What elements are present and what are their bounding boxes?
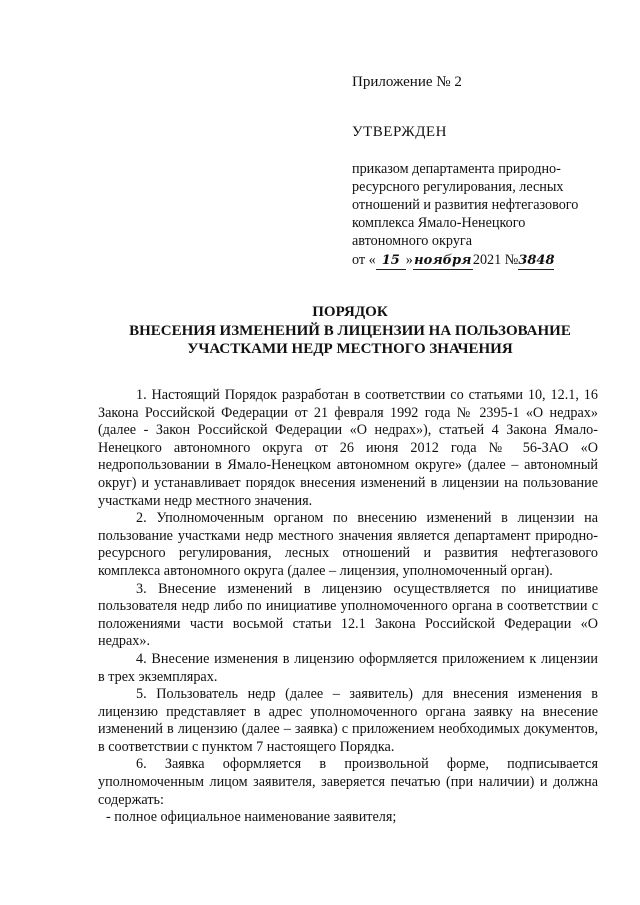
approved-heading: УТВЕРЖДЕН [352, 124, 447, 140]
order-description [352, 160, 612, 250]
approval-header [352, 72, 612, 270]
paragraph: 4. Внесение изменения в лицензию оформляется приложением к лицензии в трех экземплярах. [98, 650, 598, 685]
title-line: ВНЕСЕНИЯ ИЗМЕНЕНИЙ В ЛИЦЕНЗИИ НА ПОЛЬЗОВАНИЕ [129, 322, 571, 339]
paragraph: 5. Пользователь недр (далее – заявитель) для внесения изменения в лицензию представляет в адрес уполномоченного органа заявку на внесение изменений в лицензию (далее – заявка) с приложением необходимых документов, в соответствии с пунктом 7 настоящего Порядка. [98, 686, 598, 755]
title-line: ПОРЯДОК [312, 304, 388, 320]
document-body [98, 387, 598, 827]
paragraph: 1. Настоящий Порядок разработан в соответствии со статьями 10, 12.1, 16 Закона Российской Федерации от 21 февраля 1992 года № 2395-1 «О недрах» (далее - Закон Российской Федерации «О недрах»), статьей 4 Закона Ямало-Ненецкого автономного округа от 26 июня 2012 года № 56-ЗАО «О недропользовании в Ямало-Ненецком автономном округе» (далее – автономный округ) и устанавливает порядок внесения изменений в лицензии на пользование участками недр местного значения. [98, 387, 598, 509]
date-prefix: от « [352, 252, 376, 268]
order-line: комплекса Ямало-Ненецкого [352, 215, 526, 231]
paragraph: 3. Внесение изменений в лицензию осуществляется по инициативе пользователя недр либо по инициативе уполномоченного органа в соответствии с положениями части восьмой статьи 12.1 Закона Российской Федерации «О недрах». [98, 580, 598, 650]
title-line: УЧАСТКАМИ НЕДР МЕСТНОГО ЗНАЧЕНИЯ [187, 341, 513, 357]
order-date [352, 250, 612, 270]
document-title [70, 303, 630, 359]
order-line: отношений и развития нефтегазового [352, 197, 579, 213]
date-month-handwritten: ноября [414, 253, 472, 268]
date-mid: » [405, 252, 413, 268]
order-line: приказом департамента природно- [352, 161, 561, 177]
paragraph: 6. Заявка оформляется в произвольной форме, подписывается уполномоченным лицом заявителя, заверяется печатью (при наличии) и должна содержать: [98, 756, 598, 808]
order-line: ресурсного регулирования, лесных [352, 179, 564, 195]
appendix-label: Приложение № 2 [352, 74, 462, 90]
order-line: автономного округа [352, 233, 473, 249]
order-number-handwritten: 3848 [518, 253, 555, 268]
list-item: - полное официальное наименование заявителя; [106, 809, 397, 826]
date-day-handwritten: 15 [376, 253, 406, 270]
date-year: 2021 № [472, 252, 519, 268]
paragraph: 2. Уполномоченным органом по внесению изменений в лицензии на пользование участками недр местного значения является департамент природно-ресурсного регулирования, лесных отношений и развития нефтегазового комплекса автономного округа (далее – лицензия, уполномоченный орган). [98, 510, 598, 579]
